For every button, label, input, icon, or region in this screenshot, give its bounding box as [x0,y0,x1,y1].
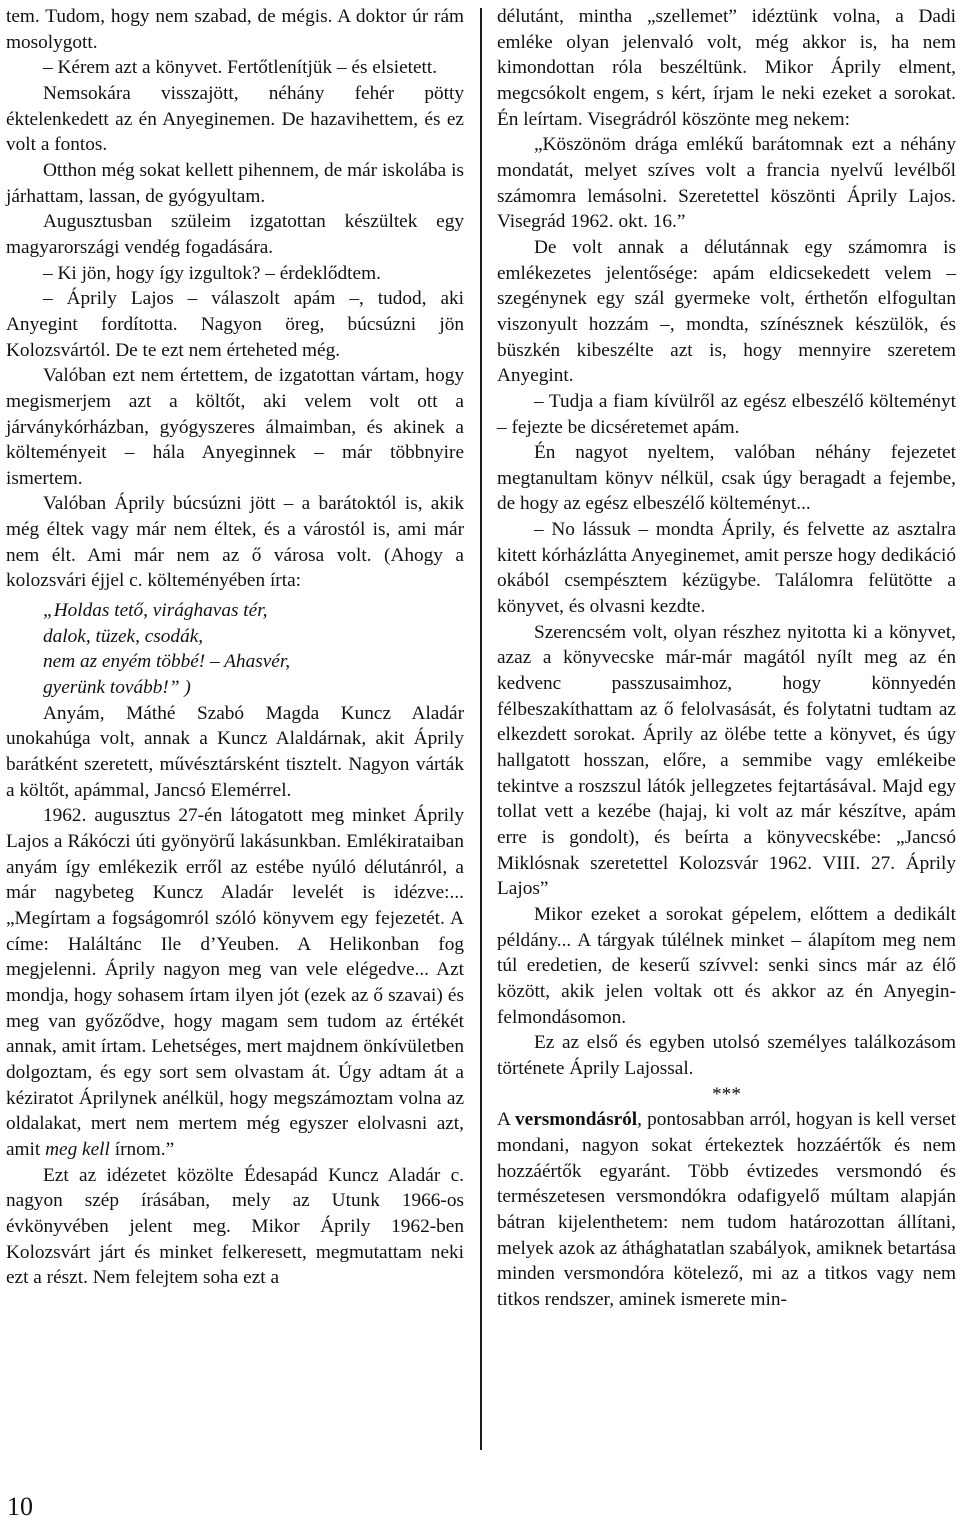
poem-line: nem az enyém többé! – Ahasvér, [43,651,291,673]
paragraph: – Áprily Lajos – válaszolt apám –, tudod, aki Anyegint fordította. Nagyon öreg, búcsúzni jön Kolozsvártól. De te ezt nem érteheted még. [6,288,464,361]
paragraph: Augusztusban szüleim izgatottan készültek egy magyarországi vendég fogadására. [6,211,464,258]
emphasis-text: meg kell [45,1138,110,1160]
left-column [6,4,464,1291]
poem-line: dalok, tüzek, csodák, [43,625,204,647]
paragraph [6,803,464,1162]
paragraph: Én nagyot nyeltem, valóban néhány fejezetet megtanultam könyv nélkül, csak úgy beragadt a fejembe, de hogy az egész elbeszélő költeményt... [497,442,956,515]
paragraph: De volt annak a délutánnak egy számomra is emlékezetes jelentősége: apám eldicsekedett velem – szegénynek egy szál gyermeke volt, érthetőn elfogultan viszonyult hozzám –, mondta, színésznek készülök, és büszkén kibeszélte azt is, hogy mennyire szeretem Anyegint. [497,236,956,387]
paragraph [497,1107,956,1312]
paragraph-text: , pontosabban arról, hogyan is kell verset mondani, nagyon sokat értekeztek hozzáértők és nem hozzáértők egyaránt. Több évtizedes versmondó és természetesen versmondókra odafigyelő múltam alapján bátran kijelenthetem: nem tudom határozottan állítani, melyek azok az áthághatatlan szabályok, amiknek betartása minden versmondóra kötelező, mi az a titkos vagy nem titkos rendszer, aminek ismerete min- [497,1109,956,1310]
poem-line: gyerünk tovább!” ) [43,677,191,699]
paragraph-text: 1962. augusztus 27-én látogatott meg minket Áprily Lajos a Rákóczi úti gyönyörű lakásunkban. Emlékirataiban anyám így emlékezik erről az estébe nyúló délutánról, a már nagybeteg Kuncz Aladár levelét is idézve:... „Megírtam a fogságomról szóló könyvem egy fejezetét. A címe: Haláltánc Ile d’Yeuben. A Helikonban fog megjelenni. Áprily nagyon meg van vele elégedve... Azt mondja, hogy sohasem írtam ilyen jót (ezek az ő szavai) és meg van győződve, hogy magam sem tudom az értékét annak, amit írtam. Lehetséges, mert majdnem önkívületben dolgoztam, és egy sort sem olvastam át. Úgy adtam át a kéziratot Áprilynek anélkül, hogy megszámoztam volna az oldalakat, mert nem mertem még egyszer elolvasni azt, amit [6,805,464,1160]
paragraph: – Kérem azt a könyvet. Fertőtlenítjük – és elsietett. [43,57,438,79]
paragraph: Ezt az idézetet közölte Édesapád Kuncz Aladár c. nagyon szép írásában, mely az Utunk 1966-os évkönyvében jelent meg. Mikor Áprily 1962-ben Kolozsvárt járt és minket felkeresett, megmutattam neki ezt a részt. Nem felejtem soha ezt a [6,1164,464,1289]
paragraph: Nemsokára visszajött, néhány fehér pötty éktelenkedett az én Anyeginemen. De hazavihettem, és ez volt a fontos. [6,82,464,156]
paragraph: Valóban ezt nem értettem, de izgatottan vártam, hogy megismerjem azt a költőt, aki velem volt ott a járványkórházban, gyógyszeres álmaimban, és akinek a költeményeit – hála Anyeginnek – már többnyire ismertem. [6,365,464,489]
bold-term: versmondásról [515,1109,638,1131]
page-number: 10 [7,1492,33,1521]
right-column [497,4,956,1312]
paragraph: Mikor ezeket a sorokat gépelem, előttem a dedikált példány... A tárgyak túlélnek minket – álapítom meg nem túl eredetien, de keserű szívvel: senki sincs már az élő között, akik jelen voltak ott és akkor az én Anyegin-felmondásomon. [497,903,956,1028]
paragraph: Otthon még sokat kellett pihennem, de már iskolába is járhattam, lassan, de gyógyultam. [6,159,464,207]
paragraph-text: írnom.” [114,1138,175,1160]
paragraph: – No lássuk – mondta Áprily, és felvette az asztalra kitett kórházlátta Anyeginemet, amit persze hogy dedikáció okából csempésztem kézügybe. Találomra felütötte a könyvet, és olvasni kezdte. [497,519,956,618]
paragraph: tem. Tudom, hogy nem szabad, de mégis. A doktor úr rám mosolygott. [6,6,464,53]
paragraph: Szerencsém volt, olyan részhez nyitotta ki a könyvet, azaz a könyvecske már-már magától nyílt meg az én kedvenc passzusaimhoz, hogy könnyedén félbeszakíthattam az ő felolvasását, és folytatni tudtam az elkezdett sorokat. Áprily az ölébe tette a könyvet, és úgy hallgatott hosszan, előre, a semmibe vagy emlékeibe tekintve a roszszul látók jellegzetes fejtartásával. Majd egy tollat vett a kezébe (hajaj, ki volt az már készítve, apám erre is gondolt), és beírta a könyvecskébe: „Jancsó Miklósnak szeretettel Kolozsvár 1962. VIII. 27. Áprily Lajos” [497,621,956,900]
paragraph: Valóban Áprily búcsúzni jött – a barátoktól is, akik még éltek vagy már nem éltek, és a várostól is, ami már nem élt. Ami már nem az ő városa volt. (Ahogy a kolozsvári éjjel c. költeményében írta: [6,493,464,592]
paragraph: – Ki jön, hogy így izgultok? – érdeklődtem. [43,262,381,284]
paragraph: – Tudja a fiam kívülről az egész elbeszélő költeményt – fejezte be dicséretemet apám. [497,390,956,438]
paragraph: „Köszönöm drága emlékű barátomnak ezt a néhány mondatát, melyet szíves volt a francia nyelvű levélből számomra lemásolni. Szeretettel köszönti Áprily Lajos. Visegrád 1962. okt. 16.” [497,134,956,233]
column-divider [480,8,482,1450]
poem-line: „Holdas tető, virághavas tér, [43,600,268,622]
paragraph: Ez az első és egyben utolsó személyes találkozásom története Áprily Lajossal. [497,1032,956,1079]
poem-quote [43,598,464,701]
paragraph: délutánt, mintha „szellemet” idéztünk volna, a Dadi emléke olyan jelenvaló volt, még akkor is, ha nem kimondottan róla beszéltünk. Mikor Áprily elment, megcsókolt engem, s kért, írjam le neki ezeket a sorokat. Én leírtam. Visegrádról köszönte meg nekem: [497,6,956,130]
paragraph-text: A [497,1109,510,1131]
section-separator: *** [712,1083,741,1105]
paragraph: Anyám, Máthé Szabó Magda Kuncz Aladár unokahúga volt, annak a Kuncz Alaldárnak, akit Áprily barátként szeretett, művésztársként tisztelt. Nagyon várták a költőt, apámmal, Jancsó Elemérrel. [6,702,464,801]
